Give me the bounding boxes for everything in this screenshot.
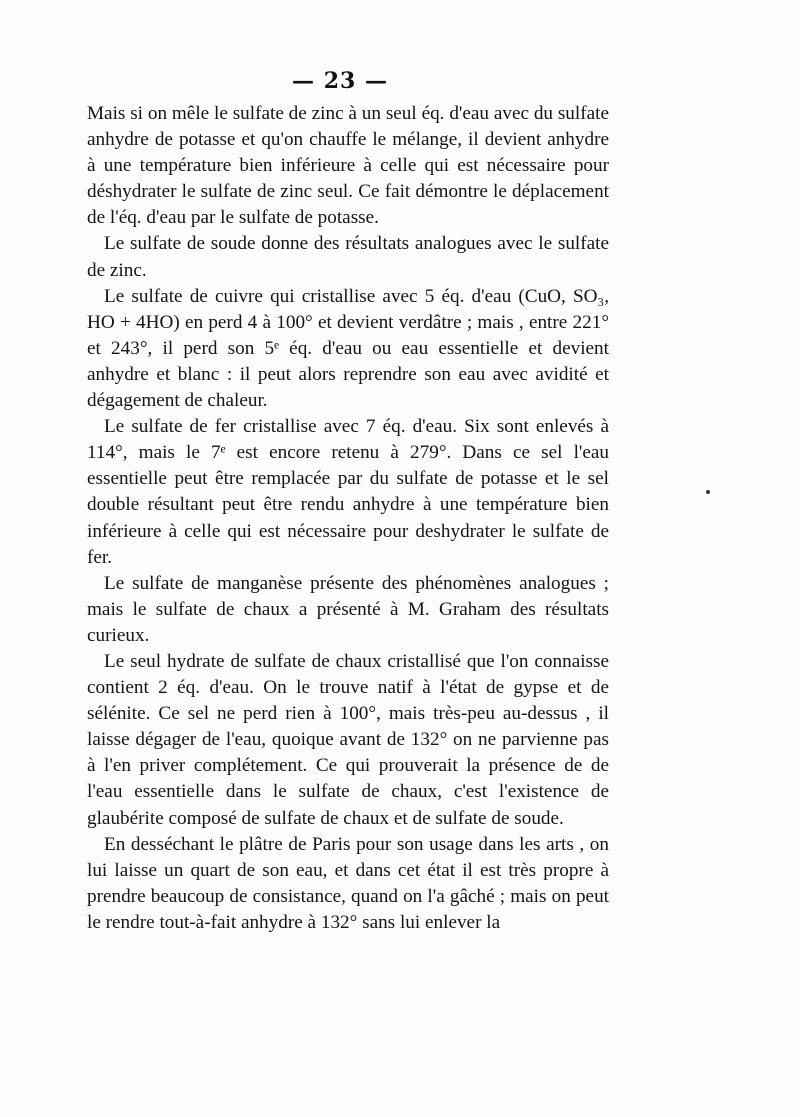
- paragraph-zinc-potasse: Mais si on mêle le sulfate de zinc à un seul éq. d'eau avec du sulfate anhydre de potasse et qu'on chauffe le mélange, il devient anhydre à une température bien inférieure à celle qui est nécessaire pour déshydrater le sulfate de zinc seul. Ce fait démontre le déplacement de l'éq. d'eau par le sulfate de potasse.: [87, 103, 609, 229]
- body-text: [87, 101, 609, 936]
- paragraph-sulfate-soude: Le sulfate de soude donne des résultats analogues avec le sulfate de zinc.: [87, 233, 609, 281]
- paragraph-sulfate-fer: Le sulfate de fer cristallise avec 7 éq. d'eau. Six sont enlevés à 114°, mais le 7ᵉ est encore retenu à 279°. Dans ce sel l'eau essentielle peut être remplacée par du sulfate de potasse et le sel double résultant peut être rendu anhydre à une température bien inférieure à celle qui est nécessaire pour deshydrater le sulfate de fer.: [87, 416, 609, 568]
- paragraph-sulfate-cuivre: Le sulfate de cuivre qui cristallise avec 5 éq. d'eau (CuO, SO₃, HO + 4HO) en perd 4 à 100° et devient verdâtre ; mais , entre 221° et 243°, il perd son 5ᵉ éq. d'eau ou eau essentielle et devient anhydre et blanc : il peut alors reprendre son eau avec avidité et dégagement de chaleur.: [87, 285, 609, 412]
- page-number: — 23 —: [292, 68, 388, 94]
- ink-speck: [706, 490, 710, 494]
- paragraph-platre-paris: En desséchant le plâtre de Paris pour son usage dans les arts , on lui laisse un quart de son eau, et dans cet état il est très propre à prendre beaucoup de consistance, quand on l'a gâché ; mais on peut le rendre tout-à-fait anhydre à 132° sans lui enlever la: [87, 833, 609, 933]
- paragraph-sulfate-manganese: Le sulfate de manganèse présente des phénomènes analogues ; mais le sulfate de chaux a présenté à M. Graham des résultats curieux.: [87, 572, 609, 646]
- paragraph-sulfate-chaux: Le seul hydrate de sulfate de chaux cristallisé que l'on connaisse contient 2 éq. d'eau. On le trouve natif à l'état de gypse et de sélénite. Ce sel ne perd rien à 100°, mais très-peu au-dessus , il laisse dégager de l'eau, quoique avant de 132° on ne parvienne pas à l'en priver complétement. Ce qui prouverait la présence de de l'eau essentielle dans le sulfate de chaux, c'est l'existence de glaubérite composé de sulfate de chaux et de sulfate de soude.: [87, 650, 609, 829]
